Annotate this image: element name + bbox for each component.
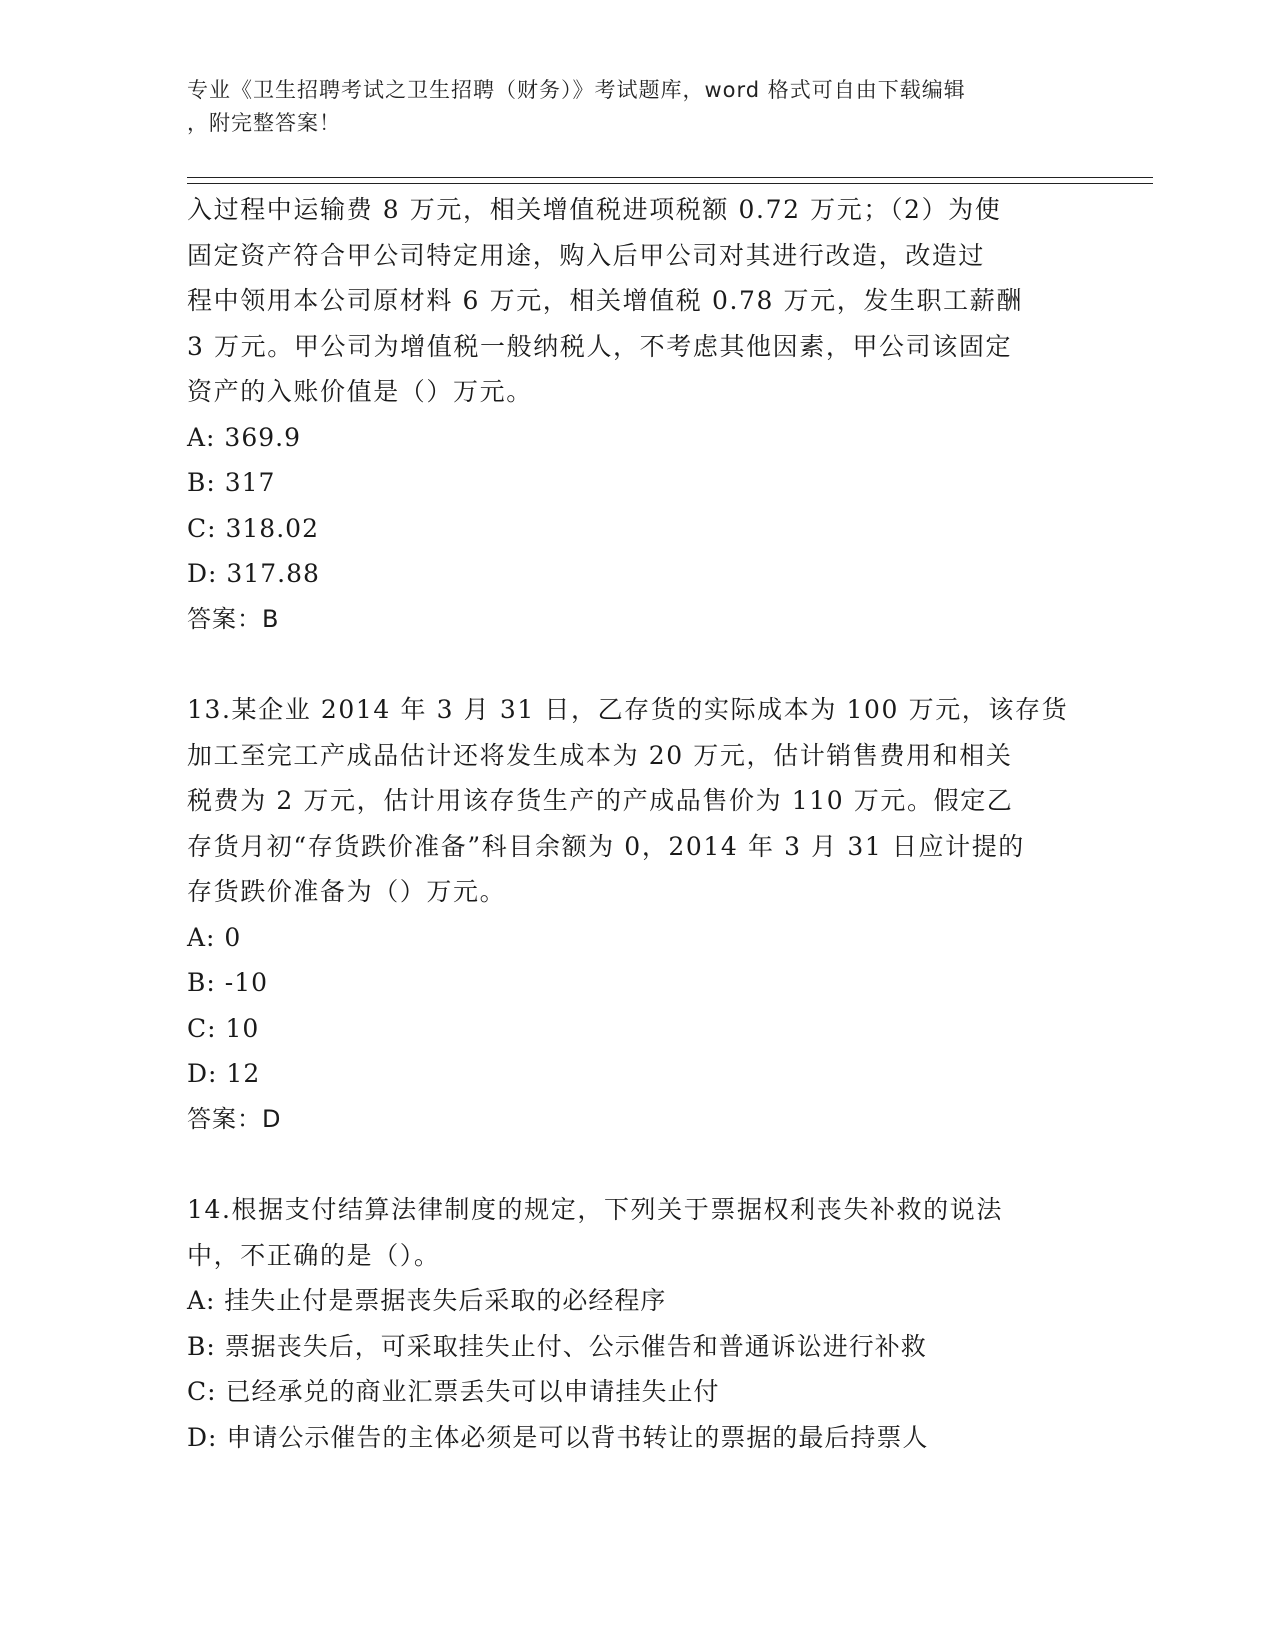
option-c: C: 318.02	[187, 513, 319, 543]
question-text	[187, 187, 1077, 415]
question-line: 固定资产符合甲公司特定用途，购入后甲公司对其进行改造，改造过	[187, 240, 986, 270]
option-d: D: 申请公示催告的主体必须是可以背书转让的票据的最后持票人	[187, 1422, 929, 1452]
question-line: 存货月初“存货跌价准备”科目余额为 0，2014 年 3 月 31 日应计提的	[187, 831, 1025, 861]
spacer	[187, 1142, 1077, 1187]
header-line-1: 专业《卫生招聘考试之卫生招聘（财务）》考试题库，word 格式可自由下载编辑	[187, 78, 966, 102]
question-line: 程中领用本公司原材料 6 万元，相关增值税 0.78 万元，发生职工薪酬	[187, 286, 1023, 315]
question-12	[187, 187, 1077, 642]
document-header	[187, 74, 1067, 140]
spacer	[187, 642, 1077, 687]
option-d: D: 317.88	[187, 559, 320, 588]
question-line: 13.某企业 2014 年 3 月 31 日，乙存货的实际成本为 100 万元，该存货	[187, 695, 1069, 724]
option-c: C: 已经承兑的商业汇票丢失可以申请挂失止付	[187, 1377, 720, 1406]
header-rule-top	[187, 177, 1153, 178]
answer: 答案：D	[187, 1104, 282, 1133]
question-text	[187, 687, 1077, 915]
question-14	[187, 1187, 1077, 1460]
answer: 答案：B	[187, 604, 280, 633]
option-b: B: -10	[187, 968, 268, 997]
document-body	[187, 187, 1077, 1460]
option-c: C: 10	[187, 1013, 260, 1043]
question-line: 3 万元。甲公司为增值税一般纳税人，不考虑其他因素，甲公司该固定	[187, 331, 1013, 361]
header-rule-bottom	[187, 183, 1153, 184]
question-line: 中，不正确的是（）。	[187, 1240, 441, 1270]
option-b: B: 317	[187, 468, 276, 497]
question-line: 存货跌价准备为（）万元。	[187, 877, 507, 906]
header-line-2: ，附完整答案！	[187, 111, 341, 135]
option-b: B: 票据丧失后，可采取挂失止付、公示催告和普通诉讼进行补救	[187, 1331, 927, 1361]
option-a: A: 挂失止付是票据丧失后采取的必经程序	[187, 1286, 667, 1315]
question-line: 加工至完工产成品估计还将发生成本为 20 万元，估计销售费用和相关	[187, 740, 1013, 770]
question-13	[187, 687, 1077, 1142]
option-a: A: 0	[187, 922, 242, 952]
question-line: 入过程中运输费 8 万元，相关增值税进项税额 0.72 万元；（2）为使	[187, 195, 1002, 224]
question-line: 税费为 2 万元，估计用该存货生产的产成品售价为 110 万元。假定乙	[187, 786, 1014, 815]
option-d: D: 12	[187, 1059, 261, 1088]
question-line: 资产的入账价值是（）万元。	[187, 377, 533, 406]
question-line: 14.根据支付结算法律制度的规定，下列关于票据权利丧失补救的说法	[187, 1195, 1003, 1224]
option-a: A: 369.9	[187, 422, 301, 452]
question-text	[187, 1187, 1077, 1278]
